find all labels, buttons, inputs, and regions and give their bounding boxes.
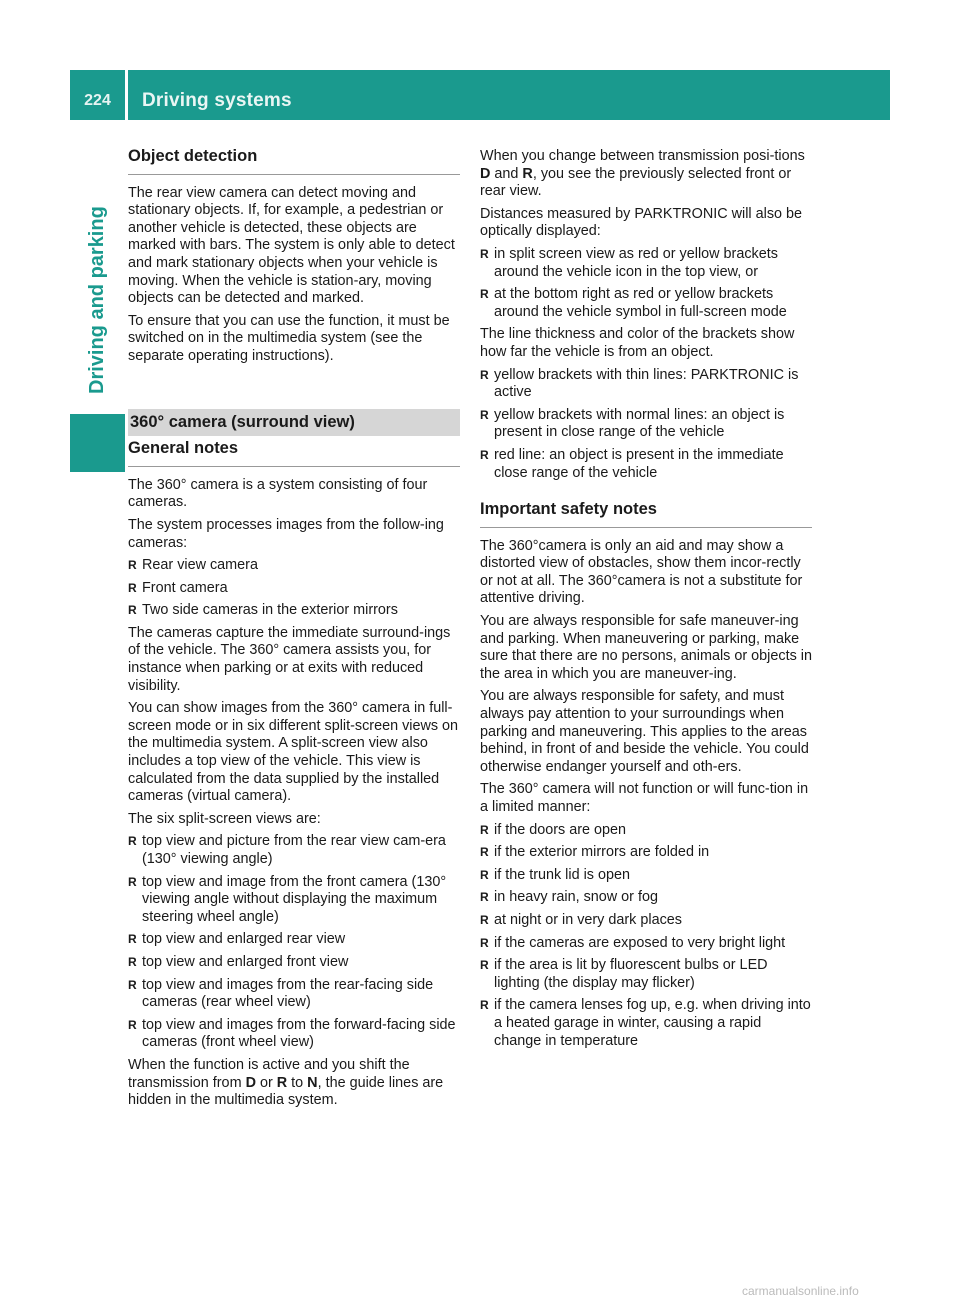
general-notes-heading: General notes	[128, 440, 460, 467]
list-item: R top view and picture from the rear view cam-era (130° viewing angle)	[128, 833, 446, 867]
list-item: R if the trunk lid is open	[480, 866, 630, 883]
bullet-icon: R	[480, 958, 489, 973]
side-tab-marker	[70, 414, 125, 472]
list-item: R Two side cameras in the exterior mirrors	[128, 602, 398, 619]
bullet-icon: R	[128, 977, 137, 992]
paragraph: You are always responsible for safe maneuver-ing and parking. When maneuvering or parking, make sure that there are no persons, animals or objects in the area in which you are maneuver-ing.	[480, 613, 812, 682]
paragraph: The six split-screen views are:	[128, 810, 321, 827]
list-item: R top view and images from the forward-facing side cameras (front wheel view)	[128, 1016, 456, 1051]
bullet-icon: R	[480, 287, 489, 302]
paragraph: The 360° camera is a system consisting of four cameras.	[128, 476, 428, 511]
list-item: R top view and enlarged rear view	[128, 931, 346, 948]
side-tab-label: Driving and parking	[86, 206, 108, 394]
list-item: R if the cameras are exposed to very bright light	[480, 934, 786, 951]
list-item: R if the area is lit by fluorescent bulbs or LED lighting (the display may flicker)	[480, 957, 768, 991]
page-number: 224	[84, 92, 111, 109]
left-column	[128, 148, 460, 1115]
bullet-icon: R	[480, 367, 489, 382]
paragraph: The 360°camera is only an aid and may show a distorted view of obstacles, show them incor-rectly or not at all. The 360°camera is not a substitute for attentive driving.	[480, 537, 803, 607]
bullet-icon: R	[128, 1017, 137, 1032]
list-item: R red line: an object is present in the immediate close range of the vehicle	[480, 446, 784, 481]
bullet-icon: R	[128, 954, 137, 969]
bullet-icon: R	[480, 998, 489, 1013]
paragraph: The cameras capture the immediate surround-ings of the vehicle. The 360° camera assists you, for instance when parking or at exits with reduced visibility.	[128, 624, 451, 694]
distance-display-list	[480, 246, 812, 321]
paragraph: When the function is active and you shift the transmission from D or R to N, the guide lines are hidden in the multimedia system.	[128, 1056, 444, 1109]
bullet-icon: R	[128, 558, 137, 573]
right-column	[480, 148, 812, 1055]
list-item: R at night or in very dark places	[480, 911, 682, 928]
list-item: R at the bottom right as red or yellow brackets around the vehicle symbol in full-screen mode	[480, 286, 787, 320]
paragraph: The system processes images from the follow-ing cameras:	[128, 516, 444, 551]
bullet-icon: R	[480, 447, 489, 462]
paragraph: The line thickness and color of the brackets show how far the vehicle is from an object.	[480, 326, 795, 360]
object-detection-heading: Object detection	[128, 148, 460, 175]
bullet-icon: R	[480, 867, 489, 882]
list-item: R top view and image from the front camera (130° viewing angle without displaying the maximum steering wheel angle)	[128, 873, 447, 925]
camera360-banner-heading: 360° camera (surround view)	[128, 409, 460, 437]
bullet-icon: R	[480, 890, 489, 905]
split-screen-views-list	[128, 833, 460, 1052]
watermark: carmanualsonline.info	[742, 1284, 859, 1298]
limitations-list	[480, 822, 812, 1051]
list-item: R yellow brackets with normal lines: an object is present in close range of the vehicle	[480, 406, 785, 441]
paragraph: To ensure that you can use the function, it must be switched on in the multimedia system (see the separate operating instructions).	[128, 312, 450, 364]
bullet-icon: R	[480, 912, 489, 927]
camera-list	[128, 557, 460, 620]
list-item: R top view and enlarged front view	[128, 953, 349, 970]
list-item: R if the exterior mirrors are folded in	[480, 844, 710, 861]
list-item: R yellow brackets with thin lines: PARKTRONIC is active	[480, 366, 799, 401]
bullet-icon: R	[480, 822, 489, 837]
bullet-icon: R	[480, 407, 489, 422]
bullet-icon: R	[128, 603, 137, 618]
bullet-icon: R	[128, 932, 137, 947]
bullet-icon: R	[480, 845, 489, 860]
list-item: R Rear view camera	[128, 557, 258, 574]
list-item: R in heavy rain, snow or fog	[480, 889, 658, 906]
paragraph: You are always responsible for safety, and must always pay attention to your surroundings when parking and maneuvering. This applies to the areas behind, in front of and beside the vehicle. You could otherwise endanger yourself and oth-ers.	[480, 688, 809, 775]
paragraph: You can show images from the 360° camera in full-screen mode or in six different split-screen views on the multimedia system. A split-screen view also includes a top view of the vehicle. This view is calculated from the data supplied by the installed cameras (virtual camera).	[128, 700, 459, 805]
header-divider	[125, 70, 128, 120]
bullet-icon: R	[480, 246, 489, 261]
bullet-icon: R	[128, 580, 137, 595]
bullet-icon: R	[480, 935, 489, 950]
bullet-icon: R	[128, 874, 137, 889]
section-title: Driving systems	[142, 90, 292, 111]
paragraph: The rear view camera can detect moving and stationary objects. If, for example, a pedestrian or another vehicle is detected, these objects are marked with bars. The system is only able to detect and mark stationary objects when your vehicle is moving. When the vehicle is station-ary, moving objects can be detected and marked.	[128, 184, 455, 307]
safety-notes-heading: Important safety notes	[480, 501, 812, 528]
list-item: R top view and images from the rear-facing side cameras (rear wheel view)	[128, 976, 434, 1011]
list-item: R if the camera lenses fog up, e.g. when driving into a heated garage in winter, causing a rapid change in temperature	[480, 997, 811, 1049]
paragraph: The 360° camera will not function or will func-tion in a limited manner:	[480, 781, 809, 815]
paragraph: Distances measured by PARKTRONIC will also be optically displayed:	[480, 205, 803, 240]
paragraph: When you change between transmission posi-tions D and R, you see the previously selected front or rear view.	[480, 148, 805, 200]
list-item: R Front camera	[128, 579, 228, 596]
list-item: R in split screen view as red or yellow brackets around the vehicle icon in the top view, or	[480, 245, 778, 280]
list-item: R if the doors are open	[480, 821, 627, 838]
bullet-icon: R	[128, 834, 137, 849]
bracket-meaning-list	[480, 367, 812, 483]
